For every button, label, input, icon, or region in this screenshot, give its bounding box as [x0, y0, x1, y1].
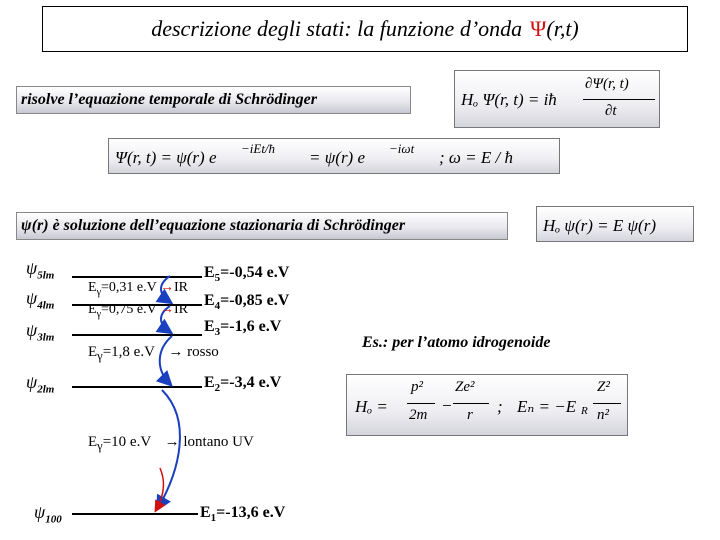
example-label: Es.: per l’atomo idrogenoide: [362, 334, 551, 351]
n-den: n²: [597, 407, 609, 423]
title-text: descrizione degli stati: la funzione d’onda: [151, 16, 523, 41]
arrow-2-1-red: [156, 468, 163, 510]
psi-label-2: $\psi_{2lm}$: [26, 372, 55, 396]
transition-label-4: $E_\gamma=10$ e.V → lontano UV: [88, 434, 254, 453]
p-num: p²: [411, 379, 423, 395]
time-eq-label-text: risolve l’equazione temporale di Schrödinger: [21, 91, 317, 108]
psi-label-5: $\psi_{5lm}$: [26, 258, 55, 282]
energy-label-3: $E_3=-1,6$ e.V: [204, 318, 282, 339]
minus-sign: −: [441, 396, 453, 415]
z-fraction-bar: [453, 403, 489, 404]
psi-label-4: $\psi_{4lm}$: [26, 288, 55, 312]
time-eq-num: ∂Ψ(r, t): [585, 76, 629, 92]
separation-eq-box: [108, 138, 560, 174]
time-eq-label: [16, 86, 411, 114]
separation-eq-exp2: −iωt: [389, 141, 415, 156]
example-eq-box: [346, 374, 628, 436]
energy-sub: R: [581, 405, 588, 417]
transition-label-2: $E_\gamma=0,75$ e.V →IR: [88, 302, 188, 320]
stationary-eq-box: [536, 206, 694, 242]
separation-eq-exp1: −iEt/ħ: [241, 141, 276, 156]
transition-label-3: $E_\gamma=1,8$ e.V → rosso: [88, 344, 219, 363]
p-den: 2m: [409, 407, 428, 423]
n-num: Z²: [597, 379, 610, 395]
time-eq-den: ∂t: [605, 103, 617, 119]
energy-label-2: $E_2=-3,4$ e.V: [204, 374, 282, 395]
energy-lhs: Eₙ = −E: [517, 397, 577, 416]
example-semicolon: ;: [497, 397, 503, 416]
separation-eq-rhs: ; ω = E / ħ: [439, 148, 513, 167]
transition-label-1: $E_\gamma=0,31$ e.V →IR: [88, 280, 188, 298]
z-num: Ze²: [455, 379, 475, 395]
time-eq-lhs: Hₒ Ψ(r, t) = iħ: [461, 90, 557, 109]
hamiltonian-lhs: Hₒ =: [355, 397, 388, 416]
energy-label-4: $E_4=-0,85$ e.V: [204, 292, 290, 313]
title-psi: Ψ: [530, 16, 547, 41]
stationary-eq-label: [16, 212, 508, 240]
stationary-eq-label-text: ψ(r) è soluzione dell’equazione stazionaria di Schrödinger: [21, 217, 406, 234]
stationary-eq-text: Hₒ ψ(r) = E ψ(r): [543, 216, 656, 235]
z-den: r: [467, 407, 473, 423]
p-fraction-bar: [407, 403, 435, 404]
n-fraction-bar: [593, 403, 621, 404]
time-eq-box: [454, 70, 660, 128]
time-eq-fraction-bar: [583, 99, 655, 100]
energy-label-5: $E_5=-0,54$ e.V: [204, 264, 290, 285]
psi-label-3: $\psi_{3lm}$: [26, 320, 55, 344]
title-args: (r,t): [546, 16, 579, 41]
page-title: [42, 6, 688, 52]
psi-label-1: $\psi_{100}$: [34, 502, 62, 526]
energy-label-1: $E_1=-13,6$ e.V: [200, 504, 286, 525]
separation-eq-mid: = ψ(r) e: [309, 148, 366, 167]
separation-eq-lhs: Ψ(r, t) = ψ(r) e: [115, 148, 217, 167]
